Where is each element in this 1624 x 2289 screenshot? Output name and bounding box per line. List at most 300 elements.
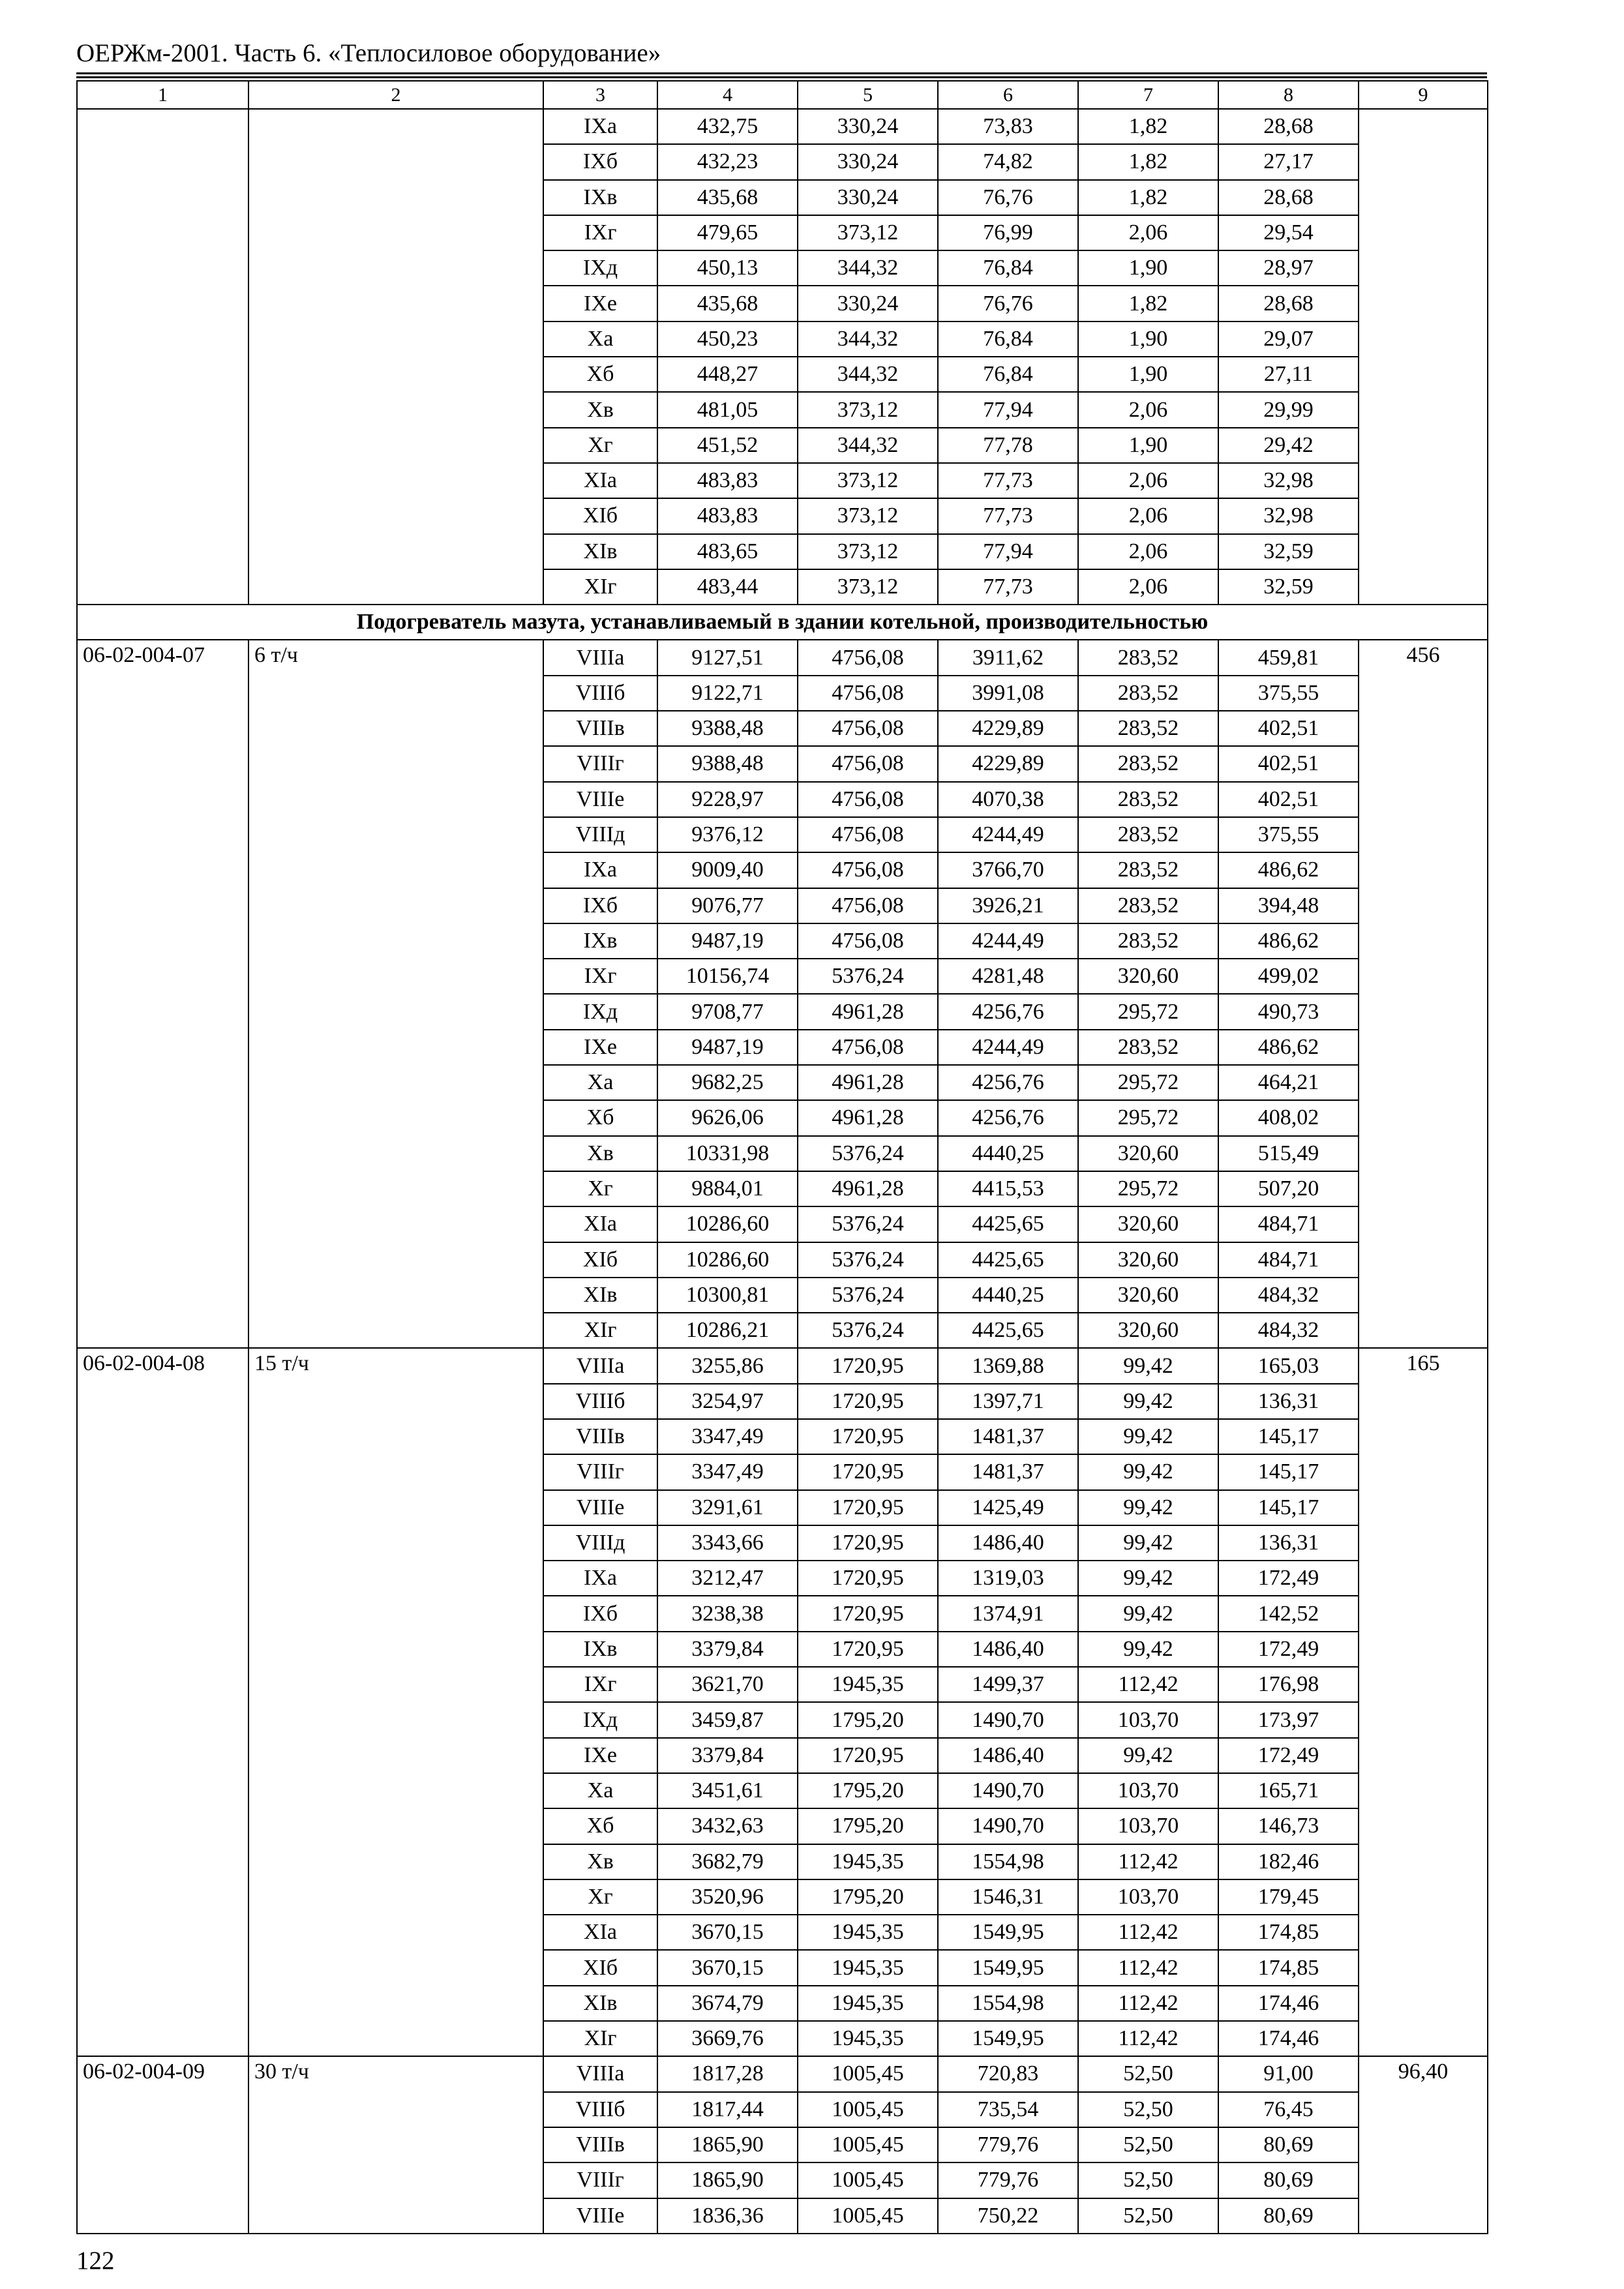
total-cost-cell: 483,65 bbox=[657, 534, 798, 569]
wages-cell: 330,24 bbox=[798, 109, 938, 144]
column-number: 9 bbox=[1359, 81, 1488, 109]
materials-cell: 402,51 bbox=[1218, 711, 1359, 746]
col9-cell: 456 bbox=[1359, 640, 1488, 1348]
zone-cell: XIв bbox=[543, 534, 657, 569]
materials-cell: 29,42 bbox=[1218, 428, 1359, 463]
machinist-wages-cell: 283,52 bbox=[1078, 1030, 1218, 1065]
zone-cell: IXг bbox=[543, 959, 657, 994]
zone-cell: Xв bbox=[543, 1844, 657, 1879]
materials-cell: 375,55 bbox=[1218, 817, 1359, 852]
machinist-wages-cell: 103,70 bbox=[1078, 1879, 1218, 1915]
materials-cell: 80,69 bbox=[1218, 2198, 1359, 2234]
zone-cell: Xг bbox=[543, 1171, 657, 1206]
price-table bbox=[76, 80, 1488, 2234]
machines-cell: 4440,25 bbox=[938, 1278, 1078, 1313]
total-cost-cell: 432,23 bbox=[657, 144, 798, 179]
machines-cell: 4229,89 bbox=[938, 711, 1078, 746]
capacity-cell: 6 т/ч bbox=[248, 640, 543, 1348]
wages-cell: 1720,95 bbox=[798, 1384, 938, 1419]
machines-cell: 77,94 bbox=[938, 392, 1078, 427]
machinist-wages-cell: 103,70 bbox=[1078, 1702, 1218, 1737]
table-row bbox=[77, 109, 1488, 144]
total-cost-cell: 3459,87 bbox=[657, 1702, 798, 1737]
machines-cell: 1490,70 bbox=[938, 1773, 1078, 1808]
zone-cell: IXe bbox=[543, 286, 657, 321]
machinist-wages-cell: 1,90 bbox=[1078, 357, 1218, 392]
materials-cell: 28,68 bbox=[1218, 109, 1359, 144]
machinist-wages-cell: 112,42 bbox=[1078, 2021, 1218, 2056]
wages-cell: 4756,08 bbox=[798, 817, 938, 852]
machines-cell: 1481,37 bbox=[938, 1419, 1078, 1454]
zone-cell: VIIIг bbox=[543, 2162, 657, 2198]
materials-cell: 375,55 bbox=[1218, 676, 1359, 711]
materials-cell: 174,85 bbox=[1218, 1950, 1359, 1985]
materials-cell: 182,46 bbox=[1218, 1844, 1359, 1879]
zone-cell: IXa bbox=[543, 1561, 657, 1596]
total-cost-cell: 3347,49 bbox=[657, 1419, 798, 1454]
zone-cell: VIIIб bbox=[543, 1384, 657, 1419]
wages-cell: 1945,35 bbox=[798, 2021, 938, 2056]
machines-cell: 1546,31 bbox=[938, 1879, 1078, 1915]
zone-cell: Xг bbox=[543, 428, 657, 463]
machines-cell: 76,76 bbox=[938, 180, 1078, 215]
materials-cell: 32,98 bbox=[1218, 463, 1359, 498]
zone-cell: XIб bbox=[543, 1242, 657, 1278]
materials-cell: 490,73 bbox=[1218, 994, 1359, 1029]
wages-cell: 1945,35 bbox=[798, 1667, 938, 1702]
machines-cell: 1554,98 bbox=[938, 1986, 1078, 2021]
total-cost-cell: 3379,84 bbox=[657, 1738, 798, 1773]
col9-cell: 165 bbox=[1359, 1348, 1488, 2056]
total-cost-cell: 9228,97 bbox=[657, 782, 798, 817]
machinist-wages-cell: 112,42 bbox=[1078, 1915, 1218, 1950]
machines-cell: 76,84 bbox=[938, 357, 1078, 392]
capacity-cell: 15 т/ч bbox=[248, 1348, 543, 2056]
machinist-wages-cell: 1,90 bbox=[1078, 250, 1218, 286]
wages-cell: 1795,20 bbox=[798, 1702, 938, 1737]
machinist-wages-cell: 2,06 bbox=[1078, 569, 1218, 605]
machines-cell: 4229,89 bbox=[938, 746, 1078, 781]
machines-cell: 3911,62 bbox=[938, 640, 1078, 675]
total-cost-cell: 483,44 bbox=[657, 569, 798, 605]
machines-cell: 77,73 bbox=[938, 498, 1078, 533]
wages-cell: 344,32 bbox=[798, 428, 938, 463]
total-cost-cell: 3254,97 bbox=[657, 1384, 798, 1419]
zone-cell: VIIIa bbox=[543, 1348, 657, 1383]
materials-cell: 32,59 bbox=[1218, 569, 1359, 605]
section-row bbox=[77, 605, 1488, 640]
total-cost-cell: 3682,79 bbox=[657, 1844, 798, 1879]
materials-cell: 136,31 bbox=[1218, 1525, 1359, 1561]
machinist-wages-cell: 52,50 bbox=[1078, 2092, 1218, 2127]
machinist-wages-cell: 112,42 bbox=[1078, 1986, 1218, 2021]
materials-cell: 145,17 bbox=[1218, 1454, 1359, 1489]
machines-cell: 1486,40 bbox=[938, 1632, 1078, 1667]
total-cost-cell: 9708,77 bbox=[657, 994, 798, 1029]
wages-cell: 344,32 bbox=[798, 322, 938, 357]
total-cost-cell: 448,27 bbox=[657, 357, 798, 392]
column-number: 3 bbox=[543, 81, 657, 109]
machines-cell: 3991,08 bbox=[938, 676, 1078, 711]
column-number: 6 bbox=[938, 81, 1078, 109]
machines-cell: 77,78 bbox=[938, 428, 1078, 463]
column-number: 4 bbox=[657, 81, 798, 109]
materials-cell: 486,62 bbox=[1218, 852, 1359, 888]
machines-cell: 4440,25 bbox=[938, 1136, 1078, 1171]
materials-cell: 29,07 bbox=[1218, 322, 1359, 357]
materials-cell: 32,98 bbox=[1218, 498, 1359, 533]
zone-cell: VIIIв bbox=[543, 1419, 657, 1454]
zone-cell: XIa bbox=[543, 463, 657, 498]
machinist-wages-cell: 295,72 bbox=[1078, 994, 1218, 1029]
machinist-wages-cell: 52,50 bbox=[1078, 2127, 1218, 2162]
total-cost-cell: 483,83 bbox=[657, 463, 798, 498]
machinist-wages-cell: 1,82 bbox=[1078, 286, 1218, 321]
materials-cell: 172,49 bbox=[1218, 1632, 1359, 1667]
zone-cell: Xв bbox=[543, 392, 657, 427]
machinist-wages-cell: 52,50 bbox=[1078, 2162, 1218, 2198]
total-cost-cell: 10156,74 bbox=[657, 959, 798, 994]
materials-cell: 76,45 bbox=[1218, 2092, 1359, 2127]
col9-cell bbox=[1359, 109, 1488, 605]
total-cost-cell: 9388,48 bbox=[657, 711, 798, 746]
total-cost-cell: 451,52 bbox=[657, 428, 798, 463]
materials-cell: 136,31 bbox=[1218, 1384, 1359, 1419]
machines-cell: 1549,95 bbox=[938, 1915, 1078, 1950]
materials-cell: 32,59 bbox=[1218, 534, 1359, 569]
materials-cell: 28,97 bbox=[1218, 250, 1359, 286]
total-cost-cell: 1865,90 bbox=[657, 2162, 798, 2198]
machines-cell: 77,73 bbox=[938, 569, 1078, 605]
column-number: 5 bbox=[798, 81, 938, 109]
machines-cell: 77,73 bbox=[938, 463, 1078, 498]
machines-cell: 1425,49 bbox=[938, 1490, 1078, 1525]
wages-cell: 1720,95 bbox=[798, 1632, 938, 1667]
total-cost-cell: 481,05 bbox=[657, 392, 798, 427]
total-cost-cell: 3347,49 bbox=[657, 1454, 798, 1489]
machinist-wages-cell: 1,82 bbox=[1078, 109, 1218, 144]
machinist-wages-cell: 99,42 bbox=[1078, 1419, 1218, 1454]
zone-cell: Xa bbox=[543, 1065, 657, 1100]
total-cost-cell: 3451,61 bbox=[657, 1773, 798, 1808]
machinist-wages-cell: 99,42 bbox=[1078, 1348, 1218, 1383]
wages-cell: 5376,24 bbox=[798, 1313, 938, 1348]
wages-cell: 4756,08 bbox=[798, 640, 938, 675]
zone-cell: IXв bbox=[543, 180, 657, 215]
machines-cell: 1490,70 bbox=[938, 1808, 1078, 1844]
zone-cell: IXд bbox=[543, 1702, 657, 1737]
materials-cell: 507,20 bbox=[1218, 1171, 1359, 1206]
zone-cell: VIIIб bbox=[543, 676, 657, 711]
machinist-wages-cell: 112,42 bbox=[1078, 1667, 1218, 1702]
total-cost-cell: 9487,19 bbox=[657, 923, 798, 959]
zone-cell: Xa bbox=[543, 1773, 657, 1808]
machines-cell: 3926,21 bbox=[938, 888, 1078, 923]
materials-cell: 146,73 bbox=[1218, 1808, 1359, 1844]
zone-cell: VIIIд bbox=[543, 817, 657, 852]
total-cost-cell: 9388,48 bbox=[657, 746, 798, 781]
machines-cell: 4244,49 bbox=[938, 817, 1078, 852]
machinist-wages-cell: 283,52 bbox=[1078, 923, 1218, 959]
machinist-wages-cell: 52,50 bbox=[1078, 2198, 1218, 2234]
machines-cell: 1397,71 bbox=[938, 1384, 1078, 1419]
machines-cell: 4256,76 bbox=[938, 1100, 1078, 1135]
machinist-wages-cell: 99,42 bbox=[1078, 1738, 1218, 1773]
materials-cell: 394,48 bbox=[1218, 888, 1359, 923]
wages-cell: 5376,24 bbox=[798, 959, 938, 994]
wages-cell: 4756,08 bbox=[798, 852, 938, 888]
column-number: 1 bbox=[77, 81, 248, 109]
machines-cell: 1549,95 bbox=[938, 1950, 1078, 1985]
wages-cell: 373,12 bbox=[798, 215, 938, 250]
wages-cell: 1720,95 bbox=[798, 1738, 938, 1773]
materials-cell: 499,02 bbox=[1218, 959, 1359, 994]
machinist-wages-cell: 320,60 bbox=[1078, 1242, 1218, 1278]
machinist-wages-cell: 295,72 bbox=[1078, 1100, 1218, 1135]
zone-cell: IXв bbox=[543, 923, 657, 959]
materials-cell: 402,51 bbox=[1218, 782, 1359, 817]
machinist-wages-cell: 1,90 bbox=[1078, 322, 1218, 357]
materials-cell: 464,21 bbox=[1218, 1065, 1359, 1100]
zone-cell: IXв bbox=[543, 1632, 657, 1667]
price-table-body bbox=[77, 81, 1488, 2234]
total-cost-cell: 10331,98 bbox=[657, 1136, 798, 1171]
materials-cell: 27,11 bbox=[1218, 357, 1359, 392]
machines-cell: 779,76 bbox=[938, 2127, 1078, 2162]
wages-cell: 1005,45 bbox=[798, 2056, 938, 2091]
machines-cell: 750,22 bbox=[938, 2198, 1078, 2234]
wages-cell: 5376,24 bbox=[798, 1242, 938, 1278]
total-cost-cell: 1836,36 bbox=[657, 2198, 798, 2234]
total-cost-cell: 3343,66 bbox=[657, 1525, 798, 1561]
materials-cell: 165,03 bbox=[1218, 1348, 1359, 1383]
zone-cell: VIIIв bbox=[543, 2127, 657, 2162]
zone-cell: XIa bbox=[543, 1206, 657, 1242]
wages-cell: 1720,95 bbox=[798, 1419, 938, 1454]
materials-cell: 174,46 bbox=[1218, 1986, 1359, 2021]
wages-cell: 1720,95 bbox=[798, 1348, 938, 1383]
total-cost-cell: 9682,25 bbox=[657, 1065, 798, 1100]
total-cost-cell: 10286,60 bbox=[657, 1242, 798, 1278]
total-cost-cell: 3379,84 bbox=[657, 1632, 798, 1667]
materials-cell: 174,85 bbox=[1218, 1915, 1359, 1950]
zone-cell: VIIIг bbox=[543, 746, 657, 781]
zone-cell: IXд bbox=[543, 994, 657, 1029]
materials-cell: 172,49 bbox=[1218, 1738, 1359, 1773]
wages-cell: 4961,28 bbox=[798, 994, 938, 1029]
zone-cell: VIIIe bbox=[543, 1490, 657, 1525]
materials-cell: 145,17 bbox=[1218, 1419, 1359, 1454]
total-cost-cell: 3621,70 bbox=[657, 1667, 798, 1702]
wages-cell: 1795,20 bbox=[798, 1773, 938, 1808]
total-cost-cell: 450,23 bbox=[657, 322, 798, 357]
materials-cell: 145,17 bbox=[1218, 1490, 1359, 1525]
total-cost-cell: 9122,71 bbox=[657, 676, 798, 711]
materials-cell: 91,00 bbox=[1218, 2056, 1359, 2091]
machinist-wages-cell: 2,06 bbox=[1078, 498, 1218, 533]
zone-cell: IXa bbox=[543, 852, 657, 888]
column-number: 2 bbox=[248, 81, 543, 109]
wages-cell: 4961,28 bbox=[798, 1065, 938, 1100]
total-cost-cell: 3670,15 bbox=[657, 1950, 798, 1985]
total-cost-cell: 9076,77 bbox=[657, 888, 798, 923]
machinist-wages-cell: 2,06 bbox=[1078, 534, 1218, 569]
machinist-wages-cell: 320,60 bbox=[1078, 1278, 1218, 1313]
total-cost-cell: 1865,90 bbox=[657, 2127, 798, 2162]
machines-cell: 4425,65 bbox=[938, 1313, 1078, 1348]
machinist-wages-cell: 283,52 bbox=[1078, 817, 1218, 852]
total-cost-cell: 3238,38 bbox=[657, 1596, 798, 1631]
zone-cell: VIIIe bbox=[543, 2198, 657, 2234]
wages-cell: 330,24 bbox=[798, 144, 938, 179]
wages-cell: 4756,08 bbox=[798, 676, 938, 711]
wages-cell: 5376,24 bbox=[798, 1136, 938, 1171]
machinist-wages-cell: 52,50 bbox=[1078, 2056, 1218, 2091]
wages-cell: 4961,28 bbox=[798, 1171, 938, 1206]
wages-cell: 373,12 bbox=[798, 569, 938, 605]
zone-cell: IXг bbox=[543, 215, 657, 250]
total-cost-cell: 3255,86 bbox=[657, 1348, 798, 1383]
machinist-wages-cell: 99,42 bbox=[1078, 1561, 1218, 1596]
wages-cell: 1945,35 bbox=[798, 1915, 938, 1950]
wages-cell: 373,12 bbox=[798, 534, 938, 569]
wages-cell: 344,32 bbox=[798, 357, 938, 392]
zone-cell: IXa bbox=[543, 109, 657, 144]
zone-cell: Xг bbox=[543, 1879, 657, 1915]
section-title: Подогреватель мазута, устанавливаемый в здании котельной, производительностью bbox=[77, 605, 1488, 640]
machines-cell: 76,76 bbox=[938, 286, 1078, 321]
materials-cell: 484,71 bbox=[1218, 1206, 1359, 1242]
machinist-wages-cell: 1,90 bbox=[1078, 428, 1218, 463]
zone-cell: VIIIa bbox=[543, 2056, 657, 2091]
machinist-wages-cell: 283,52 bbox=[1078, 746, 1218, 781]
total-cost-cell: 9009,40 bbox=[657, 852, 798, 888]
materials-cell: 459,81 bbox=[1218, 640, 1359, 675]
wages-cell: 1945,35 bbox=[798, 1986, 938, 2021]
machinist-wages-cell: 295,72 bbox=[1078, 1065, 1218, 1100]
machines-cell: 1549,95 bbox=[938, 2021, 1078, 2056]
materials-cell: 486,62 bbox=[1218, 923, 1359, 959]
machines-cell: 76,99 bbox=[938, 215, 1078, 250]
machines-cell: 4425,65 bbox=[938, 1242, 1078, 1278]
zone-cell: XIб bbox=[543, 1950, 657, 1985]
materials-cell: 484,71 bbox=[1218, 1242, 1359, 1278]
wages-cell: 4756,08 bbox=[798, 888, 938, 923]
machines-cell: 1319,03 bbox=[938, 1561, 1078, 1596]
total-cost-cell: 435,68 bbox=[657, 180, 798, 215]
rate-code-cell: 06-02-004-09 bbox=[77, 2056, 248, 2233]
machines-cell: 4070,38 bbox=[938, 782, 1078, 817]
machines-cell: 4244,49 bbox=[938, 1030, 1078, 1065]
materials-cell: 80,69 bbox=[1218, 2162, 1359, 2198]
wages-cell: 5376,24 bbox=[798, 1206, 938, 1242]
machines-cell: 1374,91 bbox=[938, 1596, 1078, 1631]
machinist-wages-cell: 2,06 bbox=[1078, 392, 1218, 427]
machines-cell: 1554,98 bbox=[938, 1844, 1078, 1879]
total-cost-cell: 10286,60 bbox=[657, 1206, 798, 1242]
machines-cell: 3766,70 bbox=[938, 852, 1078, 888]
table-row bbox=[77, 1348, 1488, 1383]
machines-cell: 4281,48 bbox=[938, 959, 1078, 994]
machinist-wages-cell: 112,42 bbox=[1078, 1950, 1218, 1985]
total-cost-cell: 1817,28 bbox=[657, 2056, 798, 2091]
price-table-container bbox=[76, 80, 1487, 2234]
materials-cell: 29,54 bbox=[1218, 215, 1359, 250]
wages-cell: 5376,24 bbox=[798, 1278, 938, 1313]
machinist-wages-cell: 99,42 bbox=[1078, 1490, 1218, 1525]
zone-cell: VIIIб bbox=[543, 2092, 657, 2127]
total-cost-cell: 435,68 bbox=[657, 286, 798, 321]
zone-cell: Xб bbox=[543, 357, 657, 392]
wages-cell: 1945,35 bbox=[798, 1950, 938, 1985]
zone-cell: XIa bbox=[543, 1915, 657, 1950]
wages-cell: 1945,35 bbox=[798, 1844, 938, 1879]
total-cost-cell: 9884,01 bbox=[657, 1171, 798, 1206]
column-number: 8 bbox=[1218, 81, 1359, 109]
total-cost-cell: 9376,12 bbox=[657, 817, 798, 852]
materials-cell: 179,45 bbox=[1218, 1879, 1359, 1915]
zone-cell: IXг bbox=[543, 1667, 657, 1702]
column-number-row bbox=[77, 81, 1488, 109]
total-cost-cell: 10300,81 bbox=[657, 1278, 798, 1313]
materials-cell: 486,62 bbox=[1218, 1030, 1359, 1065]
total-cost-cell: 9127,51 bbox=[657, 640, 798, 675]
machines-cell: 73,83 bbox=[938, 109, 1078, 144]
total-cost-cell: 9487,19 bbox=[657, 1030, 798, 1065]
zone-cell: Xб bbox=[543, 1808, 657, 1844]
machines-cell: 1486,40 bbox=[938, 1525, 1078, 1561]
machinist-wages-cell: 103,70 bbox=[1078, 1808, 1218, 1844]
total-cost-cell: 3291,61 bbox=[657, 1490, 798, 1525]
machinist-wages-cell: 283,52 bbox=[1078, 888, 1218, 923]
rate-code-cell bbox=[77, 109, 248, 605]
machines-cell: 720,83 bbox=[938, 2056, 1078, 2091]
machines-cell: 1481,37 bbox=[938, 1454, 1078, 1489]
machinist-wages-cell: 112,42 bbox=[1078, 1844, 1218, 1879]
machinist-wages-cell: 1,82 bbox=[1078, 144, 1218, 179]
materials-cell: 484,32 bbox=[1218, 1313, 1359, 1348]
machinist-wages-cell: 99,42 bbox=[1078, 1454, 1218, 1489]
wages-cell: 1795,20 bbox=[798, 1879, 938, 1915]
total-cost-cell: 1817,44 bbox=[657, 2092, 798, 2127]
machinist-wages-cell: 2,06 bbox=[1078, 463, 1218, 498]
wages-cell: 1795,20 bbox=[798, 1808, 938, 1844]
capacity-cell bbox=[248, 109, 543, 605]
machines-cell: 74,82 bbox=[938, 144, 1078, 179]
materials-cell: 28,68 bbox=[1218, 180, 1359, 215]
header-rule bbox=[76, 72, 1487, 74]
zone-cell: XIг bbox=[543, 569, 657, 605]
total-cost-cell: 3520,96 bbox=[657, 1879, 798, 1915]
materials-cell: 27,17 bbox=[1218, 144, 1359, 179]
zone-cell: Xб bbox=[543, 1100, 657, 1135]
wages-cell: 4961,28 bbox=[798, 1100, 938, 1135]
wages-cell: 1720,95 bbox=[798, 1561, 938, 1596]
machinist-wages-cell: 320,60 bbox=[1078, 1313, 1218, 1348]
machinist-wages-cell: 99,42 bbox=[1078, 1525, 1218, 1561]
page-number: 122 bbox=[76, 2247, 115, 2275]
zone-cell: IXe bbox=[543, 1030, 657, 1065]
machinist-wages-cell: 283,52 bbox=[1078, 640, 1218, 675]
machinist-wages-cell: 1,82 bbox=[1078, 180, 1218, 215]
zone-cell: XIв bbox=[543, 1278, 657, 1313]
wages-cell: 4756,08 bbox=[798, 711, 938, 746]
wages-cell: 373,12 bbox=[798, 498, 938, 533]
materials-cell: 80,69 bbox=[1218, 2127, 1359, 2162]
zone-cell: Xa bbox=[543, 322, 657, 357]
machines-cell: 1490,70 bbox=[938, 1702, 1078, 1737]
machinist-wages-cell: 99,42 bbox=[1078, 1384, 1218, 1419]
